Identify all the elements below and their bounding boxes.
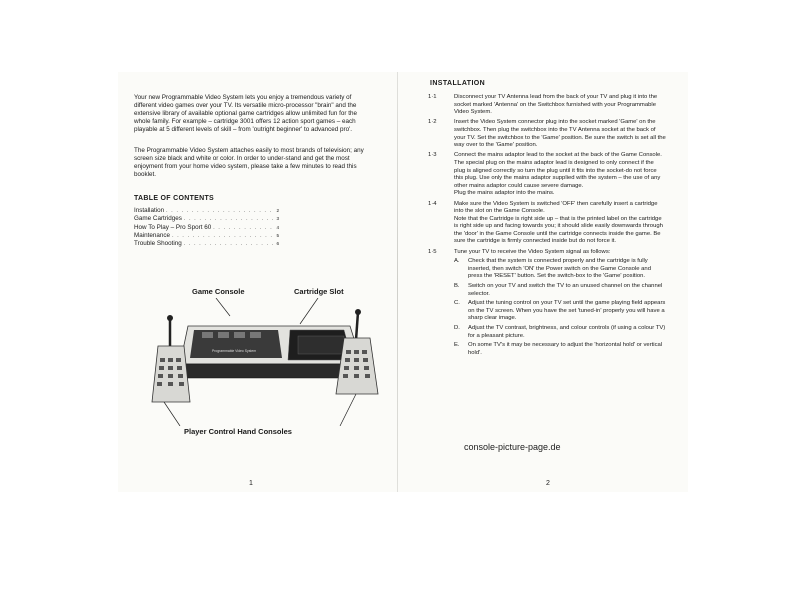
toc-entry-page: 5 bbox=[276, 232, 279, 238]
substep-item bbox=[454, 300, 666, 323]
toc-entry-page: 3 bbox=[276, 216, 279, 222]
substep-item bbox=[454, 283, 666, 298]
substep-item bbox=[454, 342, 666, 357]
caption-game-console: Game Console bbox=[192, 287, 245, 296]
toc-entry-label: Trouble Shooting bbox=[134, 240, 182, 248]
step-item bbox=[428, 249, 666, 358]
toc-title: TABLE OF CONTENTS bbox=[134, 195, 215, 202]
step-text: Connect the mains adaptor lead to the socket at the back of the Game Console. The special plug on the mains adaptor lead is designed to only connect if the plug is aligned correctly so turn the plug until it fits into the socket-do not force this plug. Use only the mains adaptor supplied with the system – the use of any other mains adaptor could cause severe damage. bbox=[454, 152, 662, 189]
step-extra-text: Note that the Cartridge is right side up – that is the printed label on the cartridge is right side up and facing towards you; it should slide easily downwards through the 'door' in the Game Console until the cartridge connects inside the game. Be sure the cartridge is firmly connected inside but do not force it. bbox=[454, 215, 663, 245]
right-hand-controller bbox=[336, 309, 378, 394]
toc-entry bbox=[134, 224, 279, 232]
toc-entry-page: 4 bbox=[276, 224, 279, 230]
toc-entry bbox=[134, 215, 279, 223]
step-text: Insert the Video System connector plug into the socket marked 'Game' on the switchbox. Then plug the switchbox into the TV Antenna socket at the back of your TV. Set the switchbox to the 'Game' position. Be sure the switch is set all the way over to the 'Game' position. bbox=[454, 119, 666, 149]
intro-paragraph-2: The Programmable Video System attaches easily to most brands of television; any screen size black and white or color. In order to under-stand and get the most enjoyment from your home video system, please take a few minutes to read this booklet. bbox=[134, 147, 364, 178]
pointer-line bbox=[300, 298, 318, 324]
substep-text: On some TV's it may be necessary to adjust the 'horizontal hold' or vertical hold'. bbox=[468, 342, 663, 356]
toc-entry bbox=[134, 207, 279, 215]
substep-text: Adjust the tuning control on your TV set until the game playing field appears on the TV screen. When you have the set 'tuned-in' properly you will have a sharp clear image. bbox=[468, 300, 666, 322]
left-page bbox=[118, 72, 398, 492]
step-number: 1·3 bbox=[428, 152, 437, 159]
substep-item bbox=[454, 258, 666, 281]
right-page bbox=[398, 72, 688, 492]
substep-text: Check that the system is connected properly and the cartridge is fully inserted, then switch 'ON' the Power switch on the Game Console and press the 'RESET' button. Set the switch-box to the 'Game' position. bbox=[468, 258, 651, 280]
section-title-installation: INSTALLATION bbox=[430, 80, 486, 87]
caption-hand-consoles: Player Control Hand Consoles bbox=[184, 427, 292, 436]
console-illustration bbox=[130, 298, 392, 426]
pointer-line bbox=[216, 298, 230, 316]
substep-letter: E. bbox=[454, 342, 460, 349]
step-text: Tune your TV to receive the Video System signal as follows: bbox=[454, 248, 611, 255]
substep-letter: B. bbox=[454, 283, 460, 290]
step-extra-text: Plug the mains adaptor into the mains. bbox=[454, 190, 555, 197]
console-label: Programmable Video System bbox=[212, 349, 257, 353]
substep-letter: D. bbox=[454, 325, 460, 331]
intro-paragraph-1: Your new Programmable Video System lets you enjoy a tremendous variety of different video games over your TV. Its versatile micro-processor "brain" and the extensive library of available optional game cartridges allow unlimited fun for the whole family. For example – cartridge 3001 offers 12 action sport games – each playable at 5 different levels of skill – from 'outright beginner' to advanced pro'. bbox=[134, 94, 357, 133]
step-item bbox=[428, 201, 666, 247]
toc-entry-page: 2 bbox=[276, 208, 279, 213]
page-number-left: 1 bbox=[249, 480, 253, 487]
toc-entry-label: Installation bbox=[134, 207, 165, 214]
installation-steps bbox=[428, 94, 666, 360]
step-text: Make sure the Video System is switched 'OFF' then carefully insert a cartridge into the slot on the Game Console. bbox=[454, 200, 658, 215]
step-item bbox=[428, 119, 666, 149]
table-of-contents bbox=[134, 207, 279, 248]
toc-entry-label: Game Cartridges bbox=[134, 215, 182, 223]
step-item bbox=[428, 152, 666, 198]
substep-text: Adjust the TV contrast, brightness, and colour controls (if using a colour TV) for a pleasant picture. bbox=[468, 325, 666, 339]
page-number-right: 2 bbox=[546, 480, 550, 487]
watermark-text: console-picture-page.de bbox=[464, 442, 561, 452]
substep-letter: C. bbox=[454, 300, 460, 307]
toc-entry bbox=[134, 240, 279, 248]
left-hand-controller bbox=[152, 315, 190, 402]
step-number: 1·4 bbox=[428, 200, 437, 207]
toc-entry-label: How To Play – Pro Sport 60 bbox=[134, 223, 212, 231]
caption-cartridge-slot: Cartridge Slot bbox=[294, 287, 344, 296]
substep-text: Switch on your TV and switch the TV to an unused channel on the channel selector. bbox=[468, 283, 663, 297]
substep-item bbox=[454, 325, 666, 340]
toc-entry-label: Maintenance bbox=[134, 231, 171, 239]
toc-entry-page: 6 bbox=[276, 241, 279, 247]
step-number: 1·1 bbox=[428, 94, 437, 100]
step-item bbox=[428, 94, 666, 117]
step-number: 1·2 bbox=[428, 119, 437, 126]
toc-entry bbox=[134, 232, 279, 240]
game-console-unit bbox=[180, 326, 362, 378]
step-number: 1·5 bbox=[428, 248, 437, 255]
step-text: Disconnect your TV Antenna lead from the back of your TV and plug it into the socket marked 'Antenna' on the Switchbox furnished with your Programmable Video System. bbox=[454, 94, 658, 116]
substep-letter: A. bbox=[454, 258, 460, 265]
